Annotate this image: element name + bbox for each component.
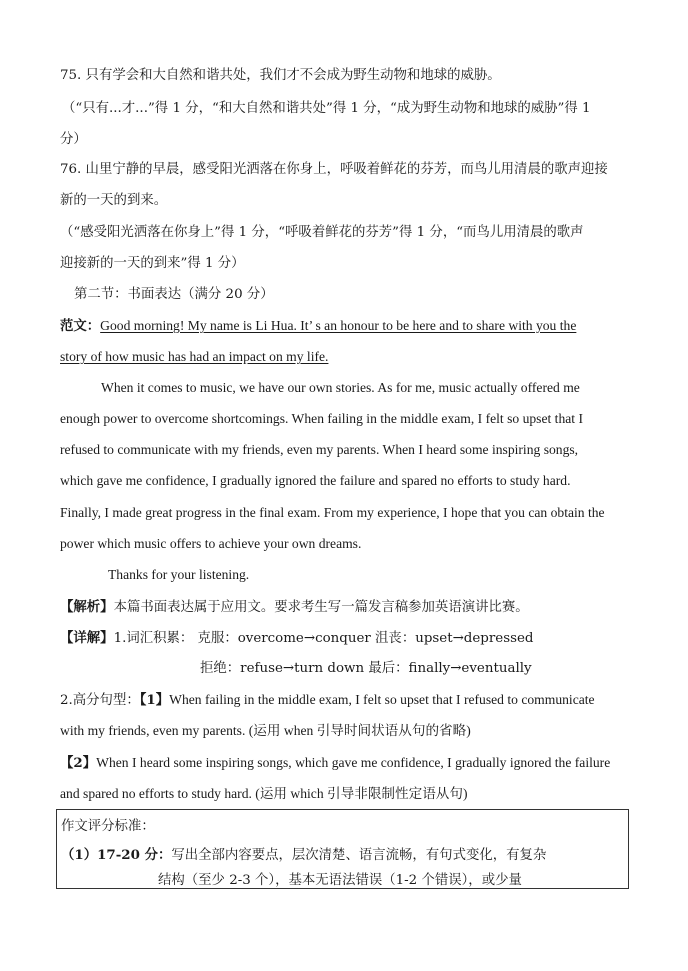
band-label: （1）17-20 分： [61,847,172,863]
q75-scoring-note: （“只有...才...”得 1 分，“和大自然和谐共处”得 1 分，“成为野生动物和地球的威胁”得 1 [62,101,591,116]
scoring-title: 作文评分标准： [61,819,155,834]
q75-answer: 75. 只有学会和大自然和谐共处，我们才不会成为野生动物和地球的威胁。 [60,68,501,83]
analysis-text: 本篇书面表达属于应用文。要求考生写一篇发言稿参加英语演讲比赛。 [113,600,529,615]
band-description: 写出全部内容要点，层次清楚、语言流畅，有句式变化，有复杂 [171,848,547,863]
model-essay-label: 范文： [60,318,101,334]
details-label: 【详解】 [60,630,114,646]
section2-title: 第二节：书面表达（满分 20 分） [74,287,274,302]
analysis-line [60,598,529,617]
essay-body-line: refused to communicate with my friends, even my parents. When I heard some inspiring songs, [60,442,579,457]
q76-answer-end: 新的一天的到来。 [60,193,168,208]
sentence-example-end: and spared no efforts to study hard. (运用 which 引导非限制性定语从句) [60,786,468,801]
essay-opening: Good morning! My name is Li Hua. It’ s an honour to be here and to share with you the [100,318,577,333]
q75-scoring-note-end: 分） [60,132,87,147]
vocab-line: 1.词汇积累： 克服：overcome→conquer 沮丧：upset→depressed [113,631,534,646]
sentence-tag: 【2】 [60,755,97,771]
band-description-cont: 结构（至少 2-3 个），基本无语法错误（1-2 个错误），或少量 [158,873,522,888]
essay-body-line: When it comes to music, we have our own stories. As for me, music actually offered me [101,380,580,395]
essay-body-line: which gave me confidence, I gradually ignored the failure and spared no efforts to study hard. [60,473,571,488]
analysis-label: 【解析】 [60,599,114,615]
essay-opening-end: story of how music has had an impact on my life. [60,349,329,364]
essay-body-line: enough power to overcome shortcomings. When failing in the middle exam, I felt so upset that I [60,411,583,426]
scoring-criteria-box [56,809,629,889]
essay-closing: Thanks for your listening. [108,567,250,582]
q76-scoring-note-end: 迎接新的一天的到来”得 1 分） [60,256,245,271]
vocab-line: 拒绝：refuse→turn down 最后：finally→eventually [200,661,532,676]
sentence-tag: 【1】 [139,692,170,708]
q76-answer: 76. 山里宁静的早晨，感受阳光洒落在你身上，呼吸着鲜花的芬芳，而鸟儿用清晨的歌声迎接 [60,162,608,177]
sentence-example: When I heard some inspiring songs, which gave me confidence, I gradually ignored the failure [96,755,611,770]
essay-body-line: Finally, I made great progress in the final exam. From my experience, I hope that you can obtain the [60,505,605,520]
q76-scoring-note: （“感受阳光洒落在你身上”得 1 分，“呼吸着鲜花的芬芳”得 1 分，“而鸟儿用清晨的歌声 [60,225,584,240]
sentence-pattern-title: 2.高分句型： [60,693,140,708]
sentence-example: When failing in the middle exam, I felt so upset that I refused to communicate [169,692,595,707]
sentence-example-end: with my friends, even my parents. (运用 when 引导时间状语从句的省略) [60,723,471,738]
essay-body-line: power which music offers to achieve your own dreams. [60,536,362,551]
